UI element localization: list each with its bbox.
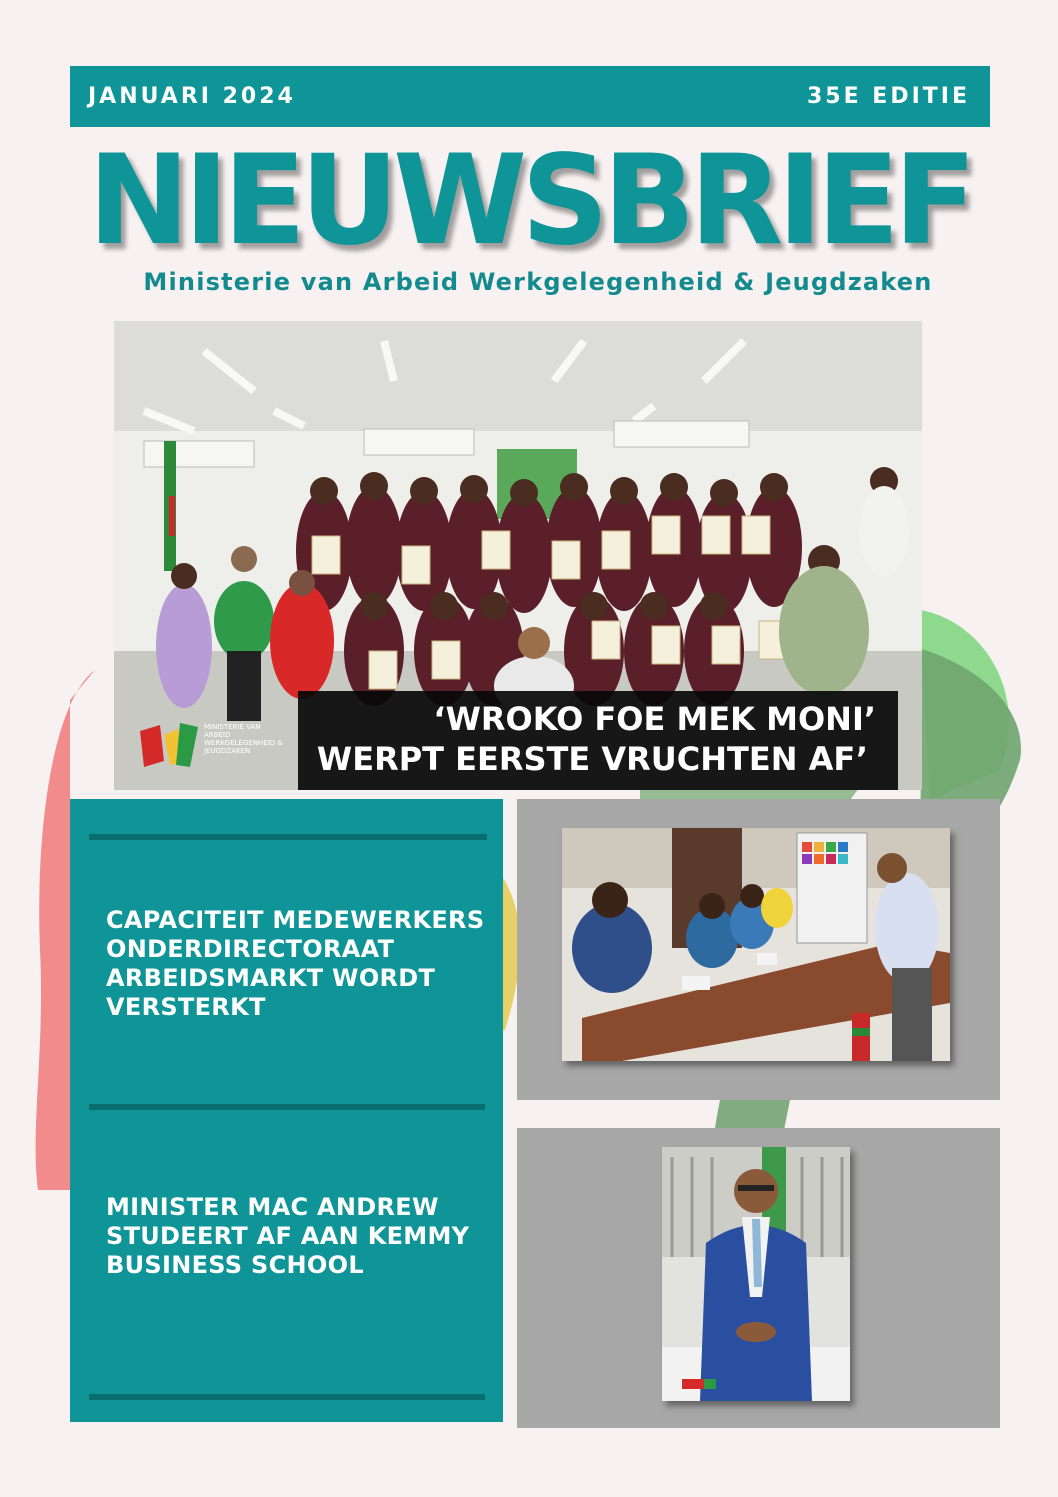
divider (89, 834, 487, 840)
photo-panel-minister (517, 1128, 1000, 1428)
ministry-logo-icon (136, 721, 202, 769)
divider (89, 1104, 485, 1110)
hero-caption (298, 691, 898, 790)
ministry-logo-text: MINISTERIE VAN ARBEID WERKGELEGENHEID & JEUGDZAKEN (204, 723, 283, 755)
meeting-photo (562, 828, 950, 1061)
edition-number: 35E EDITIE (807, 84, 970, 109)
divider (89, 1394, 485, 1400)
photo-panel-meeting (517, 799, 1000, 1100)
ministry-subtitle: Ministerie van Arbeid Werkgelegenheid & Jeugdzaken (143, 268, 933, 296)
article-headline-minister[interactable]: MINISTER MAC ANDREW STUDEERT AF AAN KEMMY BUSINESS SCHOOL (106, 1193, 470, 1279)
minister-photo-illustration (662, 1147, 850, 1401)
hero-caption-line1: ‘WROKO FOE MEK MONI’ (433, 700, 876, 738)
article-list (70, 799, 503, 1422)
meeting-photo-illustration (562, 828, 950, 1061)
masthead-title: NIEUWSBRIEF (88, 129, 971, 273)
article-headline-capaciteit[interactable]: CAPACITEIT MEDEWERKERS ONDERDIRECTORAAT ARBEIDSMARKT WORDT VERSTERKT (106, 906, 485, 1021)
hero-caption-line2: WERPT EERSTE VRUCHTEN AF’ (316, 740, 868, 778)
issue-date: JANUARI 2024 (88, 84, 296, 109)
header-bar (70, 66, 990, 127)
ministry-logo (136, 721, 286, 771)
hero-photo (114, 321, 922, 790)
minister-photo (662, 1147, 850, 1401)
